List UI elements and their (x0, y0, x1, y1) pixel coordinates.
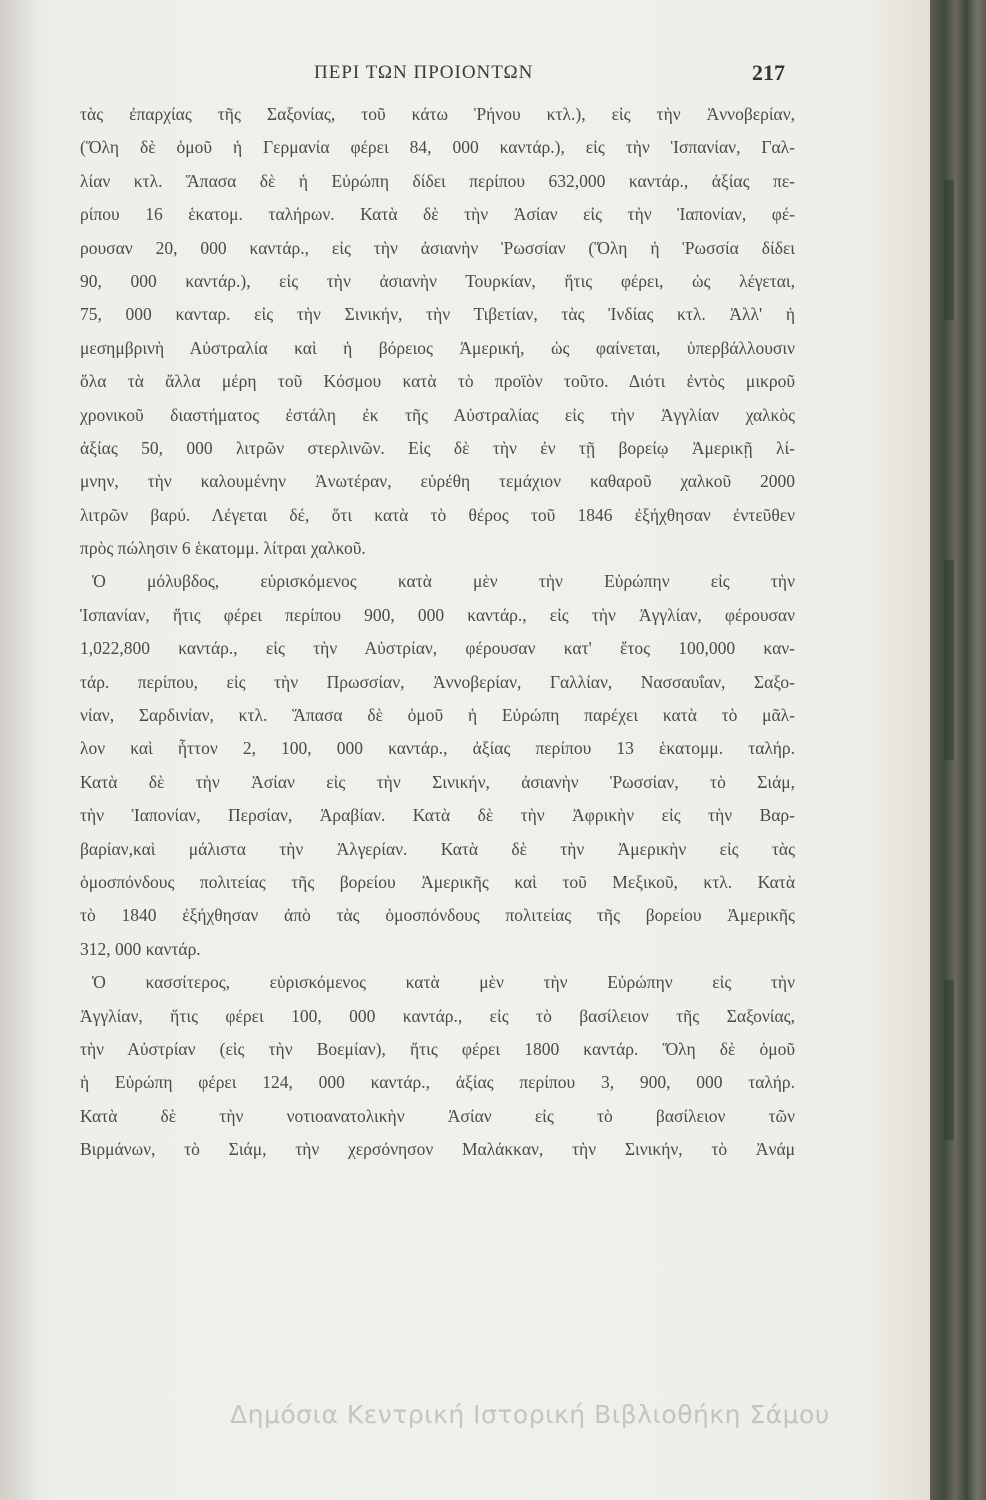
text-line: Ὁ μόλυβδος, εὑρισκόμενος κατὰ μὲν τὴν Εὐρώπην εἰς τὴν (92, 571, 795, 592)
text-line: Βιρμάνων, τὸ Σιάμ, τὴν χερσόνησον Μαλάκκαν, τὴν Σινικήν, τὸ Ἀνάμ (80, 1139, 795, 1160)
text-line: μνην, τὴν καλουμένην Ἀνωτέραν, εὑρέθη τεμάχιον καθαροῦ χαλκοῦ 2000 (80, 471, 795, 492)
text-line: ὅλα τὰ ἄλλα μέρη τοῦ Κόσμου κατὰ τὸ προϊὸν τοῦτο. Διότι ἐντὸς μικροῦ (80, 371, 795, 392)
text-line: τὴν Ἰαπονίαν, Περσίαν, Ἀραβίαν. Κατὰ δὲ τὴν Ἀφρικὴν εἰς τὴν Βαρ- (80, 805, 795, 826)
book-edge-stripe (944, 980, 954, 1140)
book-edge-stripe (944, 180, 954, 320)
text-line: ἀξίας 50, 000 λιτρῶν στερλινῶν. Εἰς δὲ τὴν ἐν τῇ βορείῳ Ἀμερικῇ λί- (80, 437, 795, 458)
text-line: Ἱσπανίαν, ἥτις φέρει περίπου 900, 000 καντάρ., εἰς τὴν Ἀγγλίαν, φέρουσαν (80, 604, 795, 625)
text-line: ρίπου 16 ἑκατομ. ταλήρων. Κατὰ δὲ τὴν Ἀσίαν εἰς τὴν Ἰαπονίαν, φέ- (80, 204, 795, 225)
text-line: τὸ 1840 ἐξήχθησαν ἀπὸ τὰς ὁμοσπόνδους πολιτείας τῆς βορείου Ἀμερικῆς (80, 905, 795, 926)
text-line: 312, 000 καντάρ. (80, 938, 201, 959)
text-line: τὰς ἐπαρχίας τῆς Σαξονίας, τοῦ κάτω Ῥήνου κτλ.), εἰς τὴν Ἀννοβερίαν, (80, 104, 795, 124)
text-line: Κατὰ δὲ τὴν νοτιοανατολικὴν Ἀσίαν εἰς τὸ βασίλειον τῶν (80, 1105, 795, 1126)
library-watermark: Δημόσια Κεντρική Ιστορική Βιβλιοθήκη Σάμου (230, 1400, 830, 1429)
text-line: νίαν, Σαρδινίαν, κτλ. Ἅπασα δὲ ὁμοῦ ἡ Εὐρώπη παρέχει κατὰ τὸ μᾶλ- (80, 705, 795, 726)
text-line: πρὸς πώλησιν 6 ἑκατομμ. λίτραι χαλκοῦ. (80, 538, 366, 559)
book-edge-stripe (944, 560, 954, 760)
page-gutter-shadow (0, 0, 40, 1500)
text-line: λίαν κτλ. Ἅπασα δὲ ἡ Εὐρώπη δίδει περίπου 632,000 καντάρ., ἀξίας πε- (80, 170, 795, 191)
body-text (80, 98, 795, 1167)
text-line: λιτρῶν βαρύ. Λέγεται δέ, ὅτι κατὰ τὸ θέρος τοῦ 1846 ἐξήχθησαν ἐντεῦθεν (80, 504, 795, 525)
text-line: λον καὶ ἧττον 2, 100, 000 καντάρ., ἀξίας περίπου 13 ἑκατομμ. ταλήρ. (80, 738, 795, 759)
text-line: χρονικοῦ διαστήματος ἐστάλη ἐκ τῆς Αὐστραλίας εἰς τὴν Ἀγγλίαν χαλκὸς (80, 404, 795, 425)
book-edge (930, 0, 986, 1500)
page-header (0, 62, 940, 92)
running-title: ΠΕΡΙ ΤΩΝ ΠΡΟΙΟΝΤΩΝ (314, 62, 534, 83)
text-line: ρουσαν 20, 000 καντάρ., εἰς τὴν ἀσιανὴν Ῥωσσίαν (Ὅλη ἡ Ῥωσσία δίδει (80, 237, 795, 258)
text-line: ὁμοσπόνδους πολιτείας τῆς βορείου Ἀμερικῆς καὶ τοῦ Μεξικοῦ, κτλ. Κατὰ (80, 871, 795, 892)
text-line: Ἀγγλίαν, ἥτις φέρει 100, 000 καντάρ., εἰς τὸ βασίλειον τῆς Σαξονίας, (80, 1005, 795, 1026)
text-line: βαρίαν,καὶ μάλιστα τὴν Ἀλγερίαν. Κατὰ δὲ τὴν Ἀμερικὴν εἰς τὰς (80, 838, 795, 859)
text-line: ἡ Εὐρώπη φέρει 124, 000 καντάρ., ἀξίας περίπου 3, 900, 000 ταλήρ. (80, 1072, 795, 1093)
text-line: τάρ. περίπου, εἰς τὴν Πρωσσίαν, Ἀννοβερίαν, Γαλλίαν, Νασσαυΐαν, Σαξο- (80, 671, 795, 692)
text-line: μεσημβρινὴ Αὐστραλία καὶ ἡ βόρειος Ἀμερική, ὡς φαίνεται, ὑπερβάλλουσιν (80, 337, 795, 358)
text-line: 75, 000 κανταρ. εἰς τὴν Σινικήν, τὴν Τιβετίαν, τὰς Ἰνδίας κτλ. Ἀλλ' ἡ (80, 304, 795, 325)
text-line: 90, 000 καντάρ.), εἰς τὴν ἀσιανὴν Τουρκίαν, ἥτις φέρει, ὡς λέγεται, (80, 270, 795, 291)
page-number: 217 (752, 60, 785, 85)
text-line: τὴν Αὐστρίαν (εἰς τὴν Βοεμίαν), ἥτις φέρει 1800 καντάρ. Ὅλη δὲ ὁμοῦ (80, 1038, 795, 1059)
text-line: Κατὰ δὲ τὴν Ἀσίαν εἰς τὴν Σινικήν, ἀσιανὴν Ῥωσσίαν, τὸ Σιάμ, (80, 771, 795, 792)
text-line: (Ὅλη δὲ ὁμοῦ ἡ Γερμανία φέρει 84, 000 καντάρ.), εἰς τὴν Ἱσπανίαν, Γαλ- (80, 137, 795, 158)
text-line: 1,022,800 καντάρ., εἰς τὴν Αὐστρίαν, φέρουσαν κατ' ἔτος 100,000 καν- (80, 638, 795, 659)
text-line: Ὁ κασσίτερος, εὑρισκόμενος κατὰ μὲν τὴν Εὐρώπην εἰς τὴν (92, 972, 795, 993)
